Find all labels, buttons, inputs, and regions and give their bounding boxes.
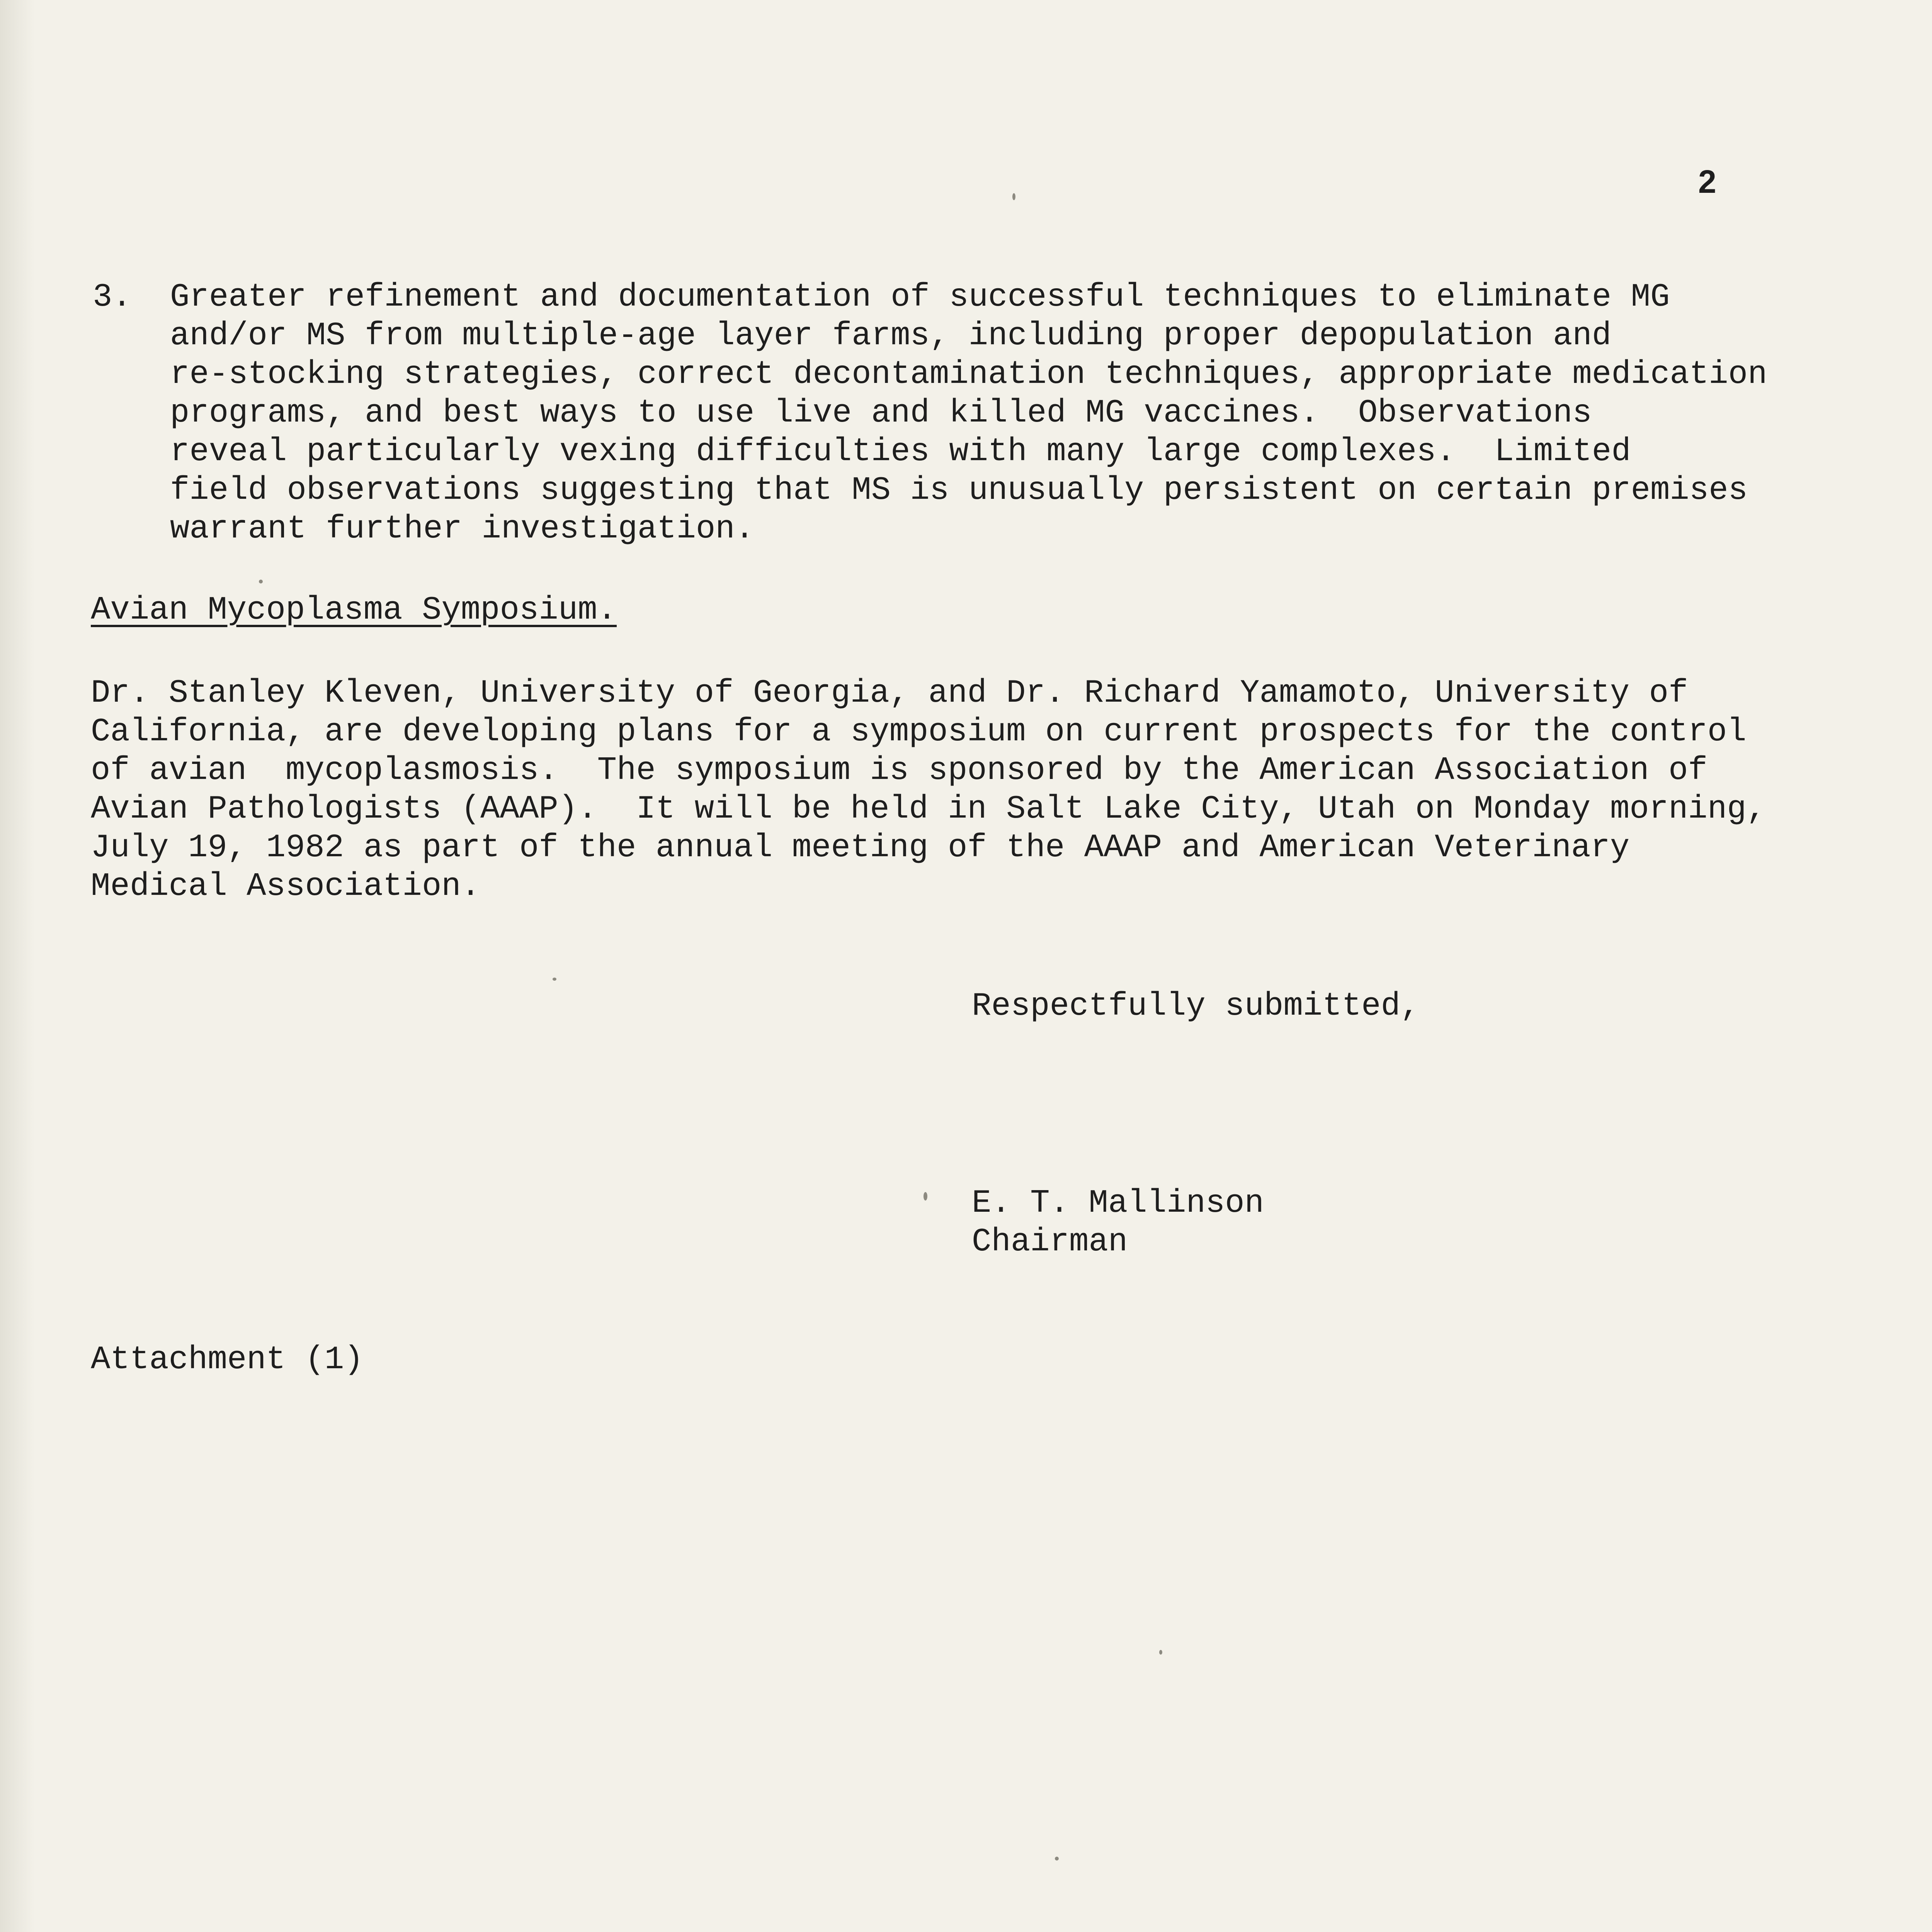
- paper-speck: [1012, 193, 1015, 200]
- section-heading: Avian Mycoplasma Symposium.: [91, 592, 617, 629]
- item-3-line: programs, and best ways to use live and killed MG vaccines. Observations: [170, 395, 1592, 432]
- symposium-line: California, are developing plans for a symposium on current prospects for the control: [91, 714, 1747, 750]
- signature-block: [972, 1184, 1264, 1262]
- paper-speck: [1055, 1857, 1059, 1861]
- attachment-note: Attachment (1): [91, 1342, 364, 1378]
- item-3-line: Greater refinement and documentation of successful techniques to eliminate MG: [170, 279, 1670, 316]
- page-edge-shadow: [0, 0, 35, 1932]
- item-3-line: re-stocking strategies, correct decontamination techniques, appropriate medication: [170, 356, 1767, 393]
- paper-speck: [553, 978, 556, 981]
- paper-speck: [923, 1192, 927, 1201]
- symposium-line: Dr. Stanley Kleven, University of Georgia, and Dr. Richard Yamamoto, University of: [91, 675, 1688, 712]
- symposium-line: Medical Association.: [91, 868, 481, 905]
- item-number: 3.: [93, 279, 132, 316]
- item-3-line: warrant further investigation.: [170, 511, 755, 548]
- paper-speck: [259, 580, 263, 583]
- signer-name: E. T. Mallinson: [972, 1185, 1264, 1222]
- symposium-line: Avian Pathologists (AAAP). It will be held in Salt Lake City, Utah on Monday morning,: [91, 791, 1766, 828]
- signer-title: Chairman: [972, 1224, 1128, 1260]
- paper-speck: [1159, 1650, 1162, 1655]
- symposium-line: of avian mycoplasmosis. The symposium is sponsored by the American Association of: [91, 752, 1708, 789]
- page-number: 2: [1698, 163, 1716, 200]
- item-3-paragraph: [170, 278, 1832, 549]
- item-3-line: and/or MS from multiple-age layer farms, including proper depopulation and: [170, 318, 1612, 354]
- symposium-line: July 19, 1982 as part of the annual meeting of the AAAP and American Veterinary: [91, 830, 1630, 866]
- item-3-line: reveal particularly vexing difficulties with many large complexes. Limited: [170, 434, 1631, 470]
- item-3-line: field observations suggesting that MS is unusually persistent on certain premises: [170, 472, 1748, 509]
- closing-salutation: Respectfully submitted,: [972, 988, 1420, 1025]
- symposium-paragraph: [91, 674, 1830, 906]
